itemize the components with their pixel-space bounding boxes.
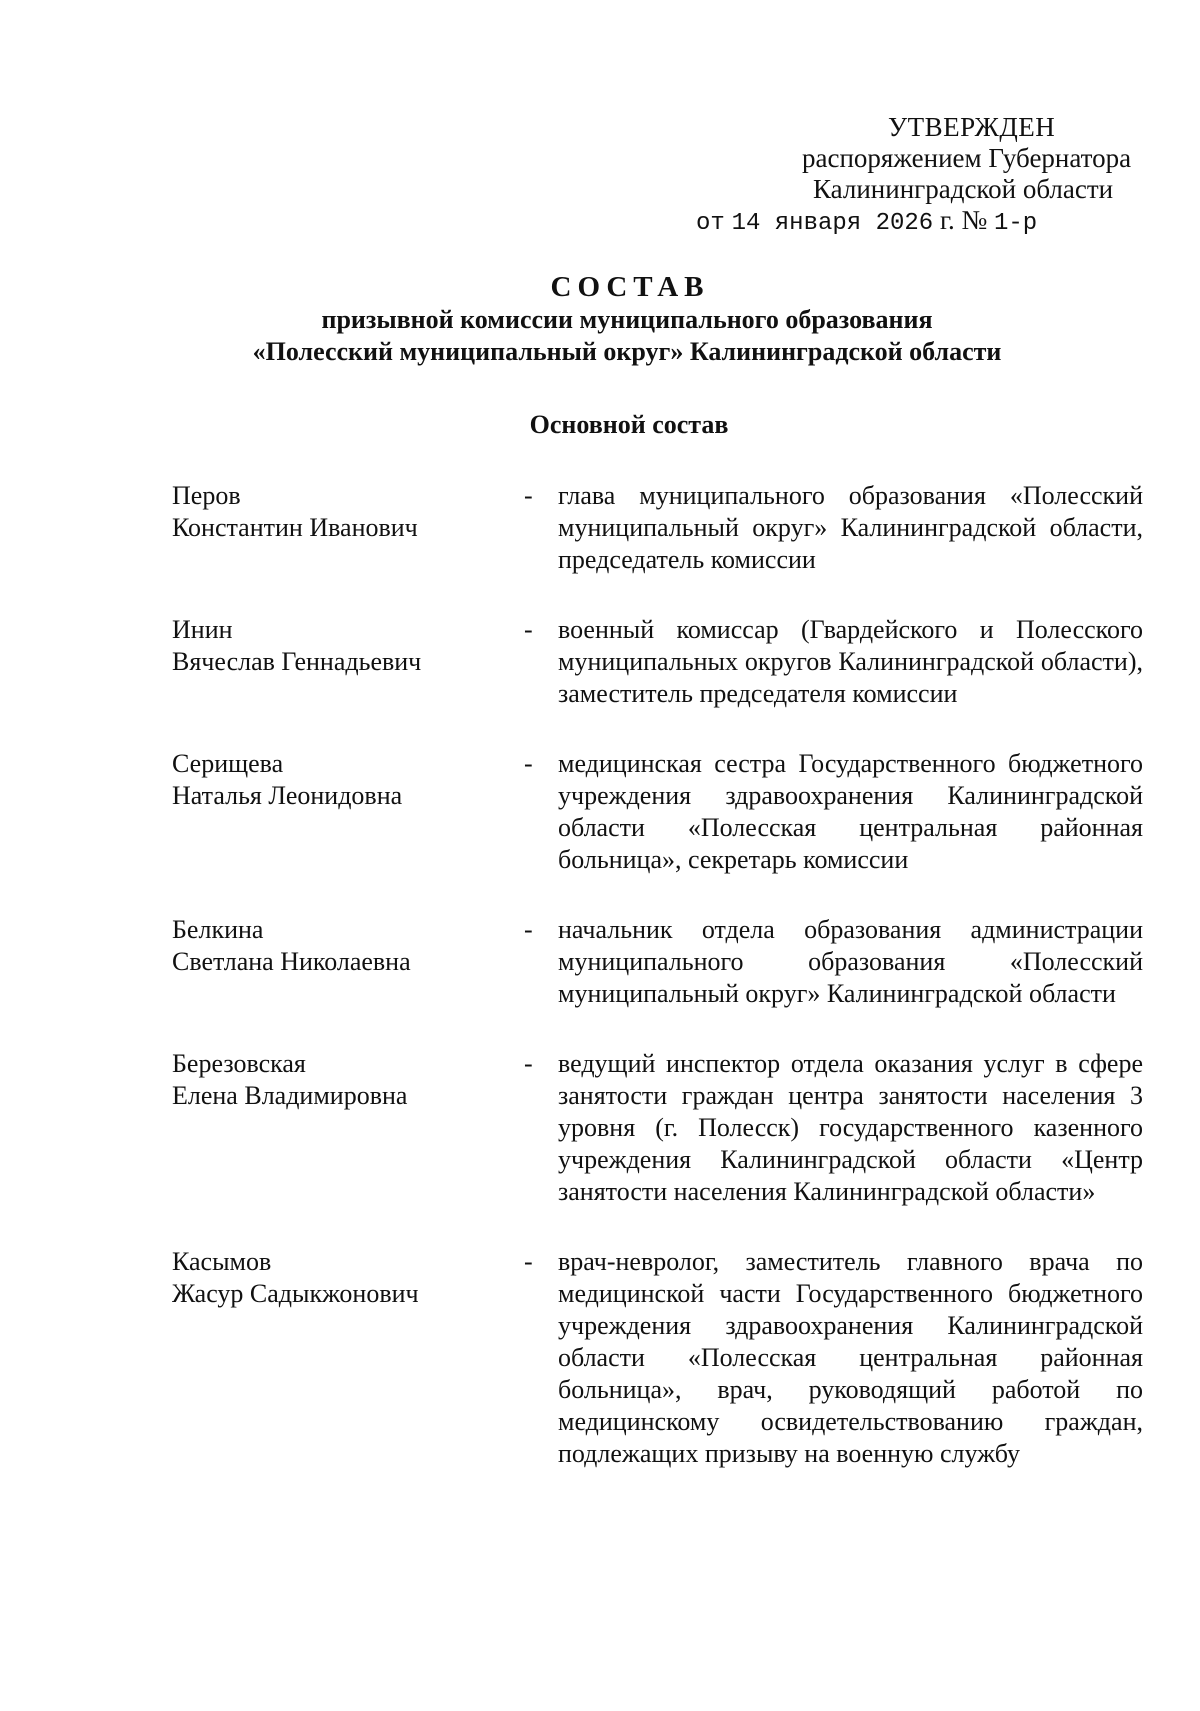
approval-heading: УТВЕРЖДЕН (888, 112, 1056, 142)
member-given-names: Наталья Леонидовна (172, 781, 403, 810)
member-dash: - (524, 615, 533, 644)
section-title: Основной состав (529, 410, 729, 439)
document-title: СОСТАВ (550, 271, 710, 303)
member-entry (172, 748, 1147, 876)
member-surname: Белкина (172, 915, 264, 944)
member-dash: - (524, 749, 533, 778)
member-name (172, 1048, 522, 1208)
approval-date: 14 января 2026 (731, 210, 934, 237)
member-surname: Перов (172, 481, 241, 510)
member-entry (172, 480, 1147, 576)
member-given-names: Жасур Садыкжонович (172, 1279, 419, 1308)
number-sign: № (961, 205, 988, 235)
member-entry (172, 1048, 1147, 1208)
approval-stamp (696, 112, 1160, 239)
approval-region: Калининградской области (813, 174, 1114, 204)
year-suffix: г. (939, 205, 955, 235)
member-surname: Березовская (172, 1049, 306, 1078)
approval-number: 1-р (994, 210, 1038, 237)
member-position: ведущий инспектор отдела оказания услуг в сфере занятости граждан центра занятости населения 3 уровня (г. Полесск) государственного казенного учреждения Калининградской области «Центр занятости населения Калининградской области» (558, 1049, 1143, 1206)
document-title-block (0, 270, 1200, 368)
member-name (172, 748, 522, 876)
member-given-names: Константин Иванович (172, 513, 418, 542)
approval-date-line (696, 205, 1156, 239)
members-list (172, 480, 1147, 1470)
member-given-names: Вячеслав Геннадьевич (172, 647, 422, 676)
member-dash: - (524, 915, 533, 944)
document-subtitle-line-1: призывной комиссии муниципального образования (321, 305, 933, 334)
member-entry (172, 614, 1147, 710)
member-surname: Инин (172, 615, 233, 644)
member-position: военный комиссар (Гвардейского и Полесского муниципальных округов Калининградской области), заместитель председателя комиссии (558, 615, 1143, 708)
member-given-names: Елена Владимировна (172, 1081, 408, 1110)
document-subtitle-line-2: «Полесский муниципальный округ» Калининградской области (252, 337, 1002, 366)
member-name (172, 914, 522, 1010)
member-name (172, 614, 522, 710)
member-name (172, 1246, 522, 1470)
member-name (172, 480, 522, 576)
member-position: глава муниципального образования «Полесский муниципальный округ» Калининградской области, председатель комиссии (558, 481, 1143, 574)
member-dash: - (524, 1049, 533, 1078)
member-entry (172, 914, 1147, 1010)
member-dash: - (524, 481, 533, 510)
member-surname: Серищева (172, 749, 284, 778)
member-position: врач-невролог, заместитель главного врача по медицинской части Государственного бюджетного учреждения здравоохранения Калининградской области «Полесская центральная районная больница», врач, руководящий работой по медицинскому освидетельствованию граждан, подлежащих призыву на военную службу (558, 1247, 1143, 1468)
date-prefix: от (696, 210, 725, 237)
member-surname: Касымов (172, 1247, 272, 1276)
member-entry (172, 1246, 1147, 1470)
member-position: медицинская сестра Государственного бюджетного учреждения здравоохранения Калининградской области «Полесская центральная районная больница», секретарь комиссии (558, 749, 1143, 874)
approval-issuer: распоряжением Губернатора (802, 143, 1132, 173)
member-position: начальник отдела образования администрации муниципального образования «Полесский муниципальный округ» Калининградской области (558, 915, 1143, 1008)
member-dash: - (524, 1247, 533, 1276)
member-given-names: Светлана Николаевна (172, 947, 411, 976)
